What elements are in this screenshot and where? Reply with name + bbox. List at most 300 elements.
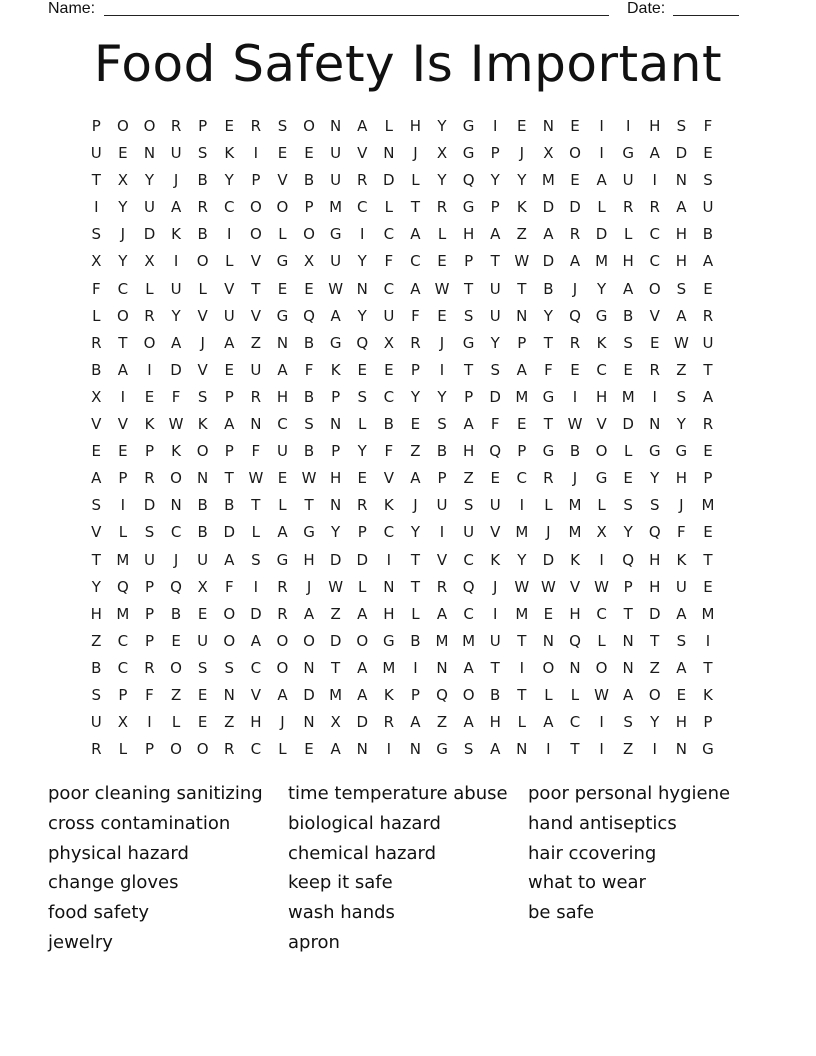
grid-letter: X bbox=[436, 144, 448, 163]
grid-letter: P bbox=[490, 144, 500, 163]
grid-letter: A bbox=[277, 360, 288, 379]
word-bank-item: cross contamination bbox=[48, 812, 231, 834]
grid-letter: I bbox=[439, 360, 445, 379]
grid-letter: C bbox=[596, 360, 607, 379]
grid-letter: U bbox=[170, 279, 182, 298]
grid-letter: I bbox=[360, 225, 365, 244]
grid-letter: W bbox=[540, 577, 556, 596]
grid-letter: S bbox=[463, 496, 474, 515]
grid-letter: Y bbox=[118, 252, 128, 271]
grid-letter: I bbox=[386, 740, 392, 759]
grid-letter: S bbox=[623, 713, 633, 732]
grid-letter: U bbox=[383, 306, 395, 325]
grid-letter: V bbox=[117, 415, 129, 434]
grid-letter: S bbox=[490, 360, 500, 379]
grid-letter: G bbox=[648, 442, 661, 461]
grid-letter: R bbox=[543, 469, 554, 488]
grid-letter: P bbox=[517, 333, 527, 352]
grid-letter: Q bbox=[116, 577, 129, 596]
grid-letter: V bbox=[91, 523, 102, 542]
grid-letter: A bbox=[410, 225, 421, 244]
grid-letter: E bbox=[570, 171, 580, 190]
grid-letter: F bbox=[677, 523, 686, 542]
grid-letter: G bbox=[462, 117, 475, 135]
grid-letter: L bbox=[278, 225, 287, 244]
grid-letter: X bbox=[596, 523, 607, 542]
grid-letter: P bbox=[251, 171, 261, 190]
grid-letter: V bbox=[197, 306, 208, 325]
grid-letter: Y bbox=[144, 171, 155, 190]
grid-letter: A bbox=[649, 144, 660, 163]
grid-letter: B bbox=[702, 225, 714, 244]
grid-letter: N bbox=[569, 658, 581, 677]
grid-letter: O bbox=[170, 469, 182, 488]
grid-letter: I bbox=[227, 225, 232, 244]
grid-letter: R bbox=[357, 496, 368, 515]
date-blank-line bbox=[673, 15, 739, 16]
grid-letter: Q bbox=[303, 306, 315, 325]
grid-letter: S bbox=[91, 496, 102, 515]
grid-letter: L bbox=[118, 523, 128, 542]
grid-letter: Q bbox=[462, 171, 475, 190]
grid-letter: I bbox=[120, 496, 126, 515]
grid-letter: I bbox=[386, 550, 392, 569]
grid-letter: P bbox=[703, 469, 713, 488]
grid-letter: N bbox=[330, 415, 342, 434]
grid-letter: M bbox=[541, 171, 555, 190]
grid-letter: A bbox=[117, 360, 129, 379]
grid-letter: R bbox=[436, 577, 448, 596]
name-label: Name: bbox=[48, 0, 96, 17]
grid-letter: E bbox=[144, 387, 155, 406]
word-bank-item: biological hazard bbox=[288, 812, 441, 834]
grid-letter: N bbox=[303, 658, 315, 677]
grid-letter: J bbox=[679, 496, 684, 515]
grid-letter: S bbox=[650, 496, 660, 515]
grid-letter: E bbox=[703, 523, 713, 542]
grid-letter: E bbox=[197, 685, 208, 704]
grid-letter: A bbox=[330, 306, 341, 325]
grid-letter: U bbox=[489, 279, 501, 298]
grid-letter: D bbox=[223, 523, 236, 542]
grid-letter: B bbox=[410, 631, 421, 650]
grid-letter: L bbox=[544, 685, 553, 704]
grid-letter: M bbox=[382, 658, 396, 677]
grid-letter: R bbox=[649, 198, 660, 217]
grid-letter: R bbox=[144, 306, 155, 325]
grid-letter: B bbox=[224, 496, 235, 515]
grid-letter: A bbox=[596, 171, 607, 190]
grid-letter: Z bbox=[250, 333, 261, 352]
grid-letter: R bbox=[250, 117, 262, 135]
grid-letter: G bbox=[462, 333, 475, 352]
grid-letter: V bbox=[250, 252, 261, 271]
grid-letter: W bbox=[328, 577, 344, 596]
grid-letter: J bbox=[492, 577, 498, 596]
grid-letter: Q bbox=[462, 577, 475, 596]
grid-letter: C bbox=[649, 225, 660, 244]
grid-letter: U bbox=[436, 496, 448, 515]
grid-letter: L bbox=[623, 225, 633, 244]
grid-letter: U bbox=[90, 144, 102, 163]
grid-letter: E bbox=[224, 360, 234, 379]
grid-letter: D bbox=[329, 631, 342, 650]
grid-letter: D bbox=[569, 198, 581, 217]
grid-letter: H bbox=[250, 713, 262, 732]
grid-letter: Q bbox=[569, 306, 581, 325]
word-bank-item: poor personal hygiene bbox=[528, 783, 731, 804]
grid-letter: F bbox=[384, 252, 394, 271]
grid-letter: S bbox=[437, 415, 447, 434]
grid-letter: D bbox=[489, 387, 501, 406]
grid-letter: S bbox=[197, 387, 208, 406]
grid-letter: N bbox=[303, 713, 315, 732]
grid-letter: C bbox=[596, 604, 607, 623]
grid-letter: A bbox=[702, 387, 714, 406]
grid-letter: U bbox=[90, 713, 102, 732]
grid-letter: E bbox=[277, 469, 288, 488]
grid-letter: E bbox=[304, 279, 314, 298]
grid-letter: N bbox=[223, 685, 235, 704]
grid-letter: M bbox=[515, 387, 529, 406]
grid-letter: P bbox=[623, 577, 633, 596]
grid-letter: U bbox=[702, 333, 714, 352]
grid-letter: N bbox=[409, 740, 422, 759]
grid-letter: L bbox=[623, 442, 633, 461]
grid-letter: A bbox=[170, 198, 182, 217]
grid-letter: I bbox=[599, 117, 604, 135]
grid-letter: U bbox=[330, 252, 342, 271]
grid-letter: A bbox=[224, 333, 235, 352]
grid-letter: V bbox=[596, 415, 607, 434]
word-bank-item: chemical hazard bbox=[288, 842, 436, 864]
grid-letter: U bbox=[330, 171, 342, 190]
grid-letter: E bbox=[703, 577, 713, 596]
grid-letter: A bbox=[357, 685, 368, 704]
grid-letter: D bbox=[143, 496, 156, 515]
grid-letter: O bbox=[462, 685, 475, 704]
grid-letter: M bbox=[329, 198, 343, 217]
grid-letter: E bbox=[304, 144, 314, 163]
grid-letter: C bbox=[117, 631, 129, 650]
word-bank-item: hand antiseptics bbox=[528, 812, 677, 834]
grid-letter: Y bbox=[171, 306, 181, 325]
grid-letter: C bbox=[383, 523, 395, 542]
grid-letter: E bbox=[490, 469, 500, 488]
grid-letter: L bbox=[384, 117, 393, 135]
word-bank-item: poor cleaning sanitizing bbox=[48, 783, 263, 804]
grid-letter: Z bbox=[330, 604, 341, 623]
word-bank-item: what to wear bbox=[528, 872, 646, 894]
grid-letter: L bbox=[171, 713, 181, 732]
grid-letter: U bbox=[622, 171, 634, 190]
grid-letter: O bbox=[170, 658, 182, 677]
grid-letter: E bbox=[410, 415, 421, 434]
grid-letter: E bbox=[224, 117, 234, 135]
grid-letter: S bbox=[91, 225, 102, 244]
grid-letter: M bbox=[116, 550, 130, 569]
grid-letter: E bbox=[570, 117, 580, 135]
grid-letter: R bbox=[569, 333, 581, 352]
grid-letter: I bbox=[253, 577, 259, 596]
grid-letter: L bbox=[517, 713, 526, 732]
grid-letter: A bbox=[623, 279, 634, 298]
grid-letter: Y bbox=[437, 117, 447, 135]
grid-letter: A bbox=[91, 469, 102, 488]
grid-letter: T bbox=[543, 415, 553, 434]
grid-letter: I bbox=[546, 740, 551, 759]
grid-letter: A bbox=[277, 523, 288, 542]
grid-letter: E bbox=[543, 604, 554, 623]
grid-letter: H bbox=[489, 713, 501, 732]
grid-letter: L bbox=[358, 577, 367, 596]
grid-letter: T bbox=[251, 279, 261, 298]
grid-letter: R bbox=[224, 740, 235, 759]
grid-letter: N bbox=[330, 496, 342, 515]
grid-letter: M bbox=[621, 387, 635, 406]
grid-letter: L bbox=[225, 252, 234, 271]
grid-letter: F bbox=[304, 360, 314, 379]
grid-letter: W bbox=[301, 469, 317, 488]
grid-letter: R bbox=[436, 198, 448, 217]
grid-letter: Y bbox=[676, 415, 686, 434]
grid-letter: K bbox=[383, 496, 394, 515]
grid-letter: I bbox=[413, 658, 418, 677]
grid-letter: Y bbox=[331, 523, 341, 542]
grid-letter: G bbox=[383, 631, 395, 650]
grid-letter: L bbox=[597, 631, 606, 650]
grid-letter: J bbox=[546, 523, 551, 542]
date-label: Date: bbox=[627, 0, 666, 17]
grid-letter: E bbox=[171, 631, 181, 650]
grid-letter: Q bbox=[170, 577, 182, 596]
grid-letter: O bbox=[276, 658, 289, 677]
grid-letter: C bbox=[277, 415, 288, 434]
grid-letter: B bbox=[303, 171, 315, 190]
grid-letter: E bbox=[570, 360, 580, 379]
grid-letter: W bbox=[673, 333, 689, 352]
grid-letter: N bbox=[542, 117, 554, 135]
grid-letter: R bbox=[702, 415, 714, 434]
grid-letter: P bbox=[331, 442, 341, 461]
grid-letter: E bbox=[277, 279, 288, 298]
grid-letter: Y bbox=[623, 523, 633, 542]
grid-letter: D bbox=[143, 225, 156, 244]
grid-letter: I bbox=[253, 144, 259, 163]
grid-letter: V bbox=[383, 469, 394, 488]
grid-letter: F bbox=[490, 415, 500, 434]
word-bank-item: wash hands bbox=[288, 902, 395, 924]
grid-letter: E bbox=[703, 442, 713, 461]
grid-letter: Z bbox=[463, 469, 474, 488]
grid-letter: B bbox=[436, 442, 448, 461]
grid-letter: P bbox=[144, 631, 154, 650]
grid-letter: V bbox=[250, 306, 261, 325]
grid-letter: H bbox=[622, 252, 634, 271]
grid-letter: B bbox=[569, 442, 581, 461]
grid-letter: K bbox=[516, 198, 527, 217]
grid-letter: F bbox=[411, 306, 420, 325]
grid-letter: M bbox=[568, 523, 582, 542]
grid-letter: C bbox=[117, 279, 129, 298]
grid-letter: D bbox=[303, 685, 315, 704]
grid-letter: E bbox=[118, 442, 128, 461]
grid-letter: A bbox=[676, 658, 687, 677]
grid-letter: F bbox=[544, 360, 553, 379]
grid-letter: S bbox=[144, 523, 155, 542]
word-bank-item: jewelry bbox=[48, 931, 113, 953]
grid-letter: S bbox=[197, 658, 208, 677]
grid-letter: C bbox=[383, 387, 395, 406]
grid-letter: A bbox=[490, 225, 501, 244]
grid-letter: R bbox=[702, 306, 714, 325]
grid-letter: Y bbox=[357, 252, 367, 271]
grid-letter: Y bbox=[490, 333, 500, 352]
grid-letter: C bbox=[649, 252, 660, 271]
grid-letter: M bbox=[116, 604, 130, 623]
grid-letter: I bbox=[599, 144, 604, 163]
grid-letter: G bbox=[329, 225, 342, 244]
grid-letter: P bbox=[144, 604, 154, 623]
grid-letter: Q bbox=[648, 523, 661, 542]
grid-letter: P bbox=[357, 523, 367, 542]
grid-letter: B bbox=[303, 333, 315, 352]
grid-letter: T bbox=[251, 496, 261, 515]
grid-letter: T bbox=[410, 577, 420, 596]
grid-letter: E bbox=[517, 415, 527, 434]
grid-letter: O bbox=[276, 631, 289, 650]
grid-letter: Y bbox=[410, 387, 420, 406]
grid-letter: S bbox=[623, 496, 633, 515]
grid-letter: E bbox=[703, 279, 713, 298]
word-bank-item: apron bbox=[288, 931, 340, 953]
grid-letter: R bbox=[144, 658, 155, 677]
grid-letter: Y bbox=[490, 171, 500, 190]
grid-letter: I bbox=[147, 713, 152, 732]
grid-letter: J bbox=[439, 333, 445, 352]
grid-letter: M bbox=[515, 604, 529, 623]
grid-letter: G bbox=[595, 469, 608, 488]
grid-letter: M bbox=[701, 604, 715, 623]
grid-letter: R bbox=[197, 198, 208, 217]
grid-letter: Z bbox=[224, 713, 235, 732]
grid-letter: S bbox=[277, 117, 288, 135]
grid-letter: A bbox=[676, 604, 687, 623]
grid-letter: Z bbox=[170, 685, 182, 704]
grid-letter: B bbox=[623, 306, 634, 325]
grid-letter: U bbox=[143, 198, 155, 217]
grid-letter: Z bbox=[91, 631, 102, 650]
grid-letter: I bbox=[572, 387, 578, 406]
grid-letter: U bbox=[675, 577, 687, 596]
grid-letter: J bbox=[413, 496, 418, 515]
grid-letter: Q bbox=[356, 333, 369, 352]
grid-letter: I bbox=[652, 171, 657, 190]
grid-letter: I bbox=[173, 252, 179, 271]
grid-letter: E bbox=[357, 469, 367, 488]
grid-letter: A bbox=[543, 713, 554, 732]
grid-letter: L bbox=[597, 496, 606, 515]
grid-letter: A bbox=[357, 604, 368, 623]
grid-letter: D bbox=[675, 144, 688, 163]
grid-letter: U bbox=[197, 550, 209, 569]
grid-letter: M bbox=[435, 631, 449, 650]
grid-letter: Z bbox=[436, 713, 448, 732]
grid-letter: E bbox=[384, 360, 394, 379]
grid-letter: W bbox=[168, 415, 184, 434]
grid-letter: I bbox=[652, 740, 657, 759]
grid-letter: J bbox=[173, 550, 179, 569]
grid-letter: R bbox=[649, 360, 660, 379]
grid-letter: V bbox=[197, 360, 208, 379]
grid-letter: Z bbox=[516, 225, 527, 244]
grid-letter: G bbox=[542, 387, 555, 406]
grid-letter: L bbox=[92, 306, 101, 325]
grid-letter: M bbox=[595, 252, 609, 271]
grid-letter: B bbox=[197, 523, 208, 542]
grid-letter: Y bbox=[91, 577, 101, 596]
grid-letter: P bbox=[304, 198, 314, 217]
grid-letter: I bbox=[705, 631, 711, 650]
grid-letter: E bbox=[277, 144, 288, 163]
grid-letter: C bbox=[250, 740, 262, 759]
grid-letter: G bbox=[276, 306, 289, 325]
grid-letter: A bbox=[224, 415, 235, 434]
grid-letter: S bbox=[251, 550, 261, 569]
grid-letter: O bbox=[648, 279, 661, 298]
grid-letter: H bbox=[675, 225, 687, 244]
grid-letter: X bbox=[144, 252, 155, 271]
grid-letter: O bbox=[303, 225, 315, 244]
grid-letter: V bbox=[436, 550, 448, 569]
grid-letter: F bbox=[145, 685, 154, 704]
grid-letter: C bbox=[117, 658, 129, 677]
grid-letter: V bbox=[569, 577, 581, 596]
word-bank-item: be safe bbox=[528, 902, 595, 924]
grid-letter: L bbox=[544, 496, 553, 515]
word-bank-item: physical hazard bbox=[48, 842, 189, 864]
grid-letter: R bbox=[250, 387, 262, 406]
grid-letter: I bbox=[492, 604, 498, 623]
grid-letter: Y bbox=[650, 469, 660, 488]
grid-letter: T bbox=[304, 496, 314, 515]
grid-letter: A bbox=[676, 198, 687, 217]
grid-letter: I bbox=[599, 713, 604, 732]
grid-letter: T bbox=[464, 279, 474, 298]
grid-letter: G bbox=[276, 252, 289, 271]
grid-letter: H bbox=[462, 442, 475, 461]
grid-letter: Y bbox=[118, 198, 128, 217]
grid-letter: H bbox=[649, 577, 661, 596]
grid-letter: J bbox=[173, 171, 179, 190]
grid-letter: A bbox=[702, 252, 714, 271]
grid-letter: G bbox=[436, 740, 448, 759]
grid-letter: G bbox=[622, 144, 634, 163]
grid-letter: I bbox=[94, 198, 99, 217]
grid-letter: W bbox=[594, 685, 609, 704]
grid-letter: B bbox=[197, 225, 208, 244]
grid-letter: S bbox=[197, 144, 208, 163]
grid-letter: C bbox=[410, 252, 421, 271]
grid-letter: T bbox=[490, 252, 500, 271]
grid-letter: U bbox=[330, 144, 342, 163]
grid-letter: E bbox=[676, 685, 687, 704]
grid-letter: V bbox=[224, 279, 235, 298]
grid-letter: P bbox=[118, 469, 128, 488]
grid-letter: A bbox=[569, 252, 581, 271]
grid-letter: I bbox=[519, 496, 525, 515]
grid-letter: G bbox=[303, 523, 315, 542]
